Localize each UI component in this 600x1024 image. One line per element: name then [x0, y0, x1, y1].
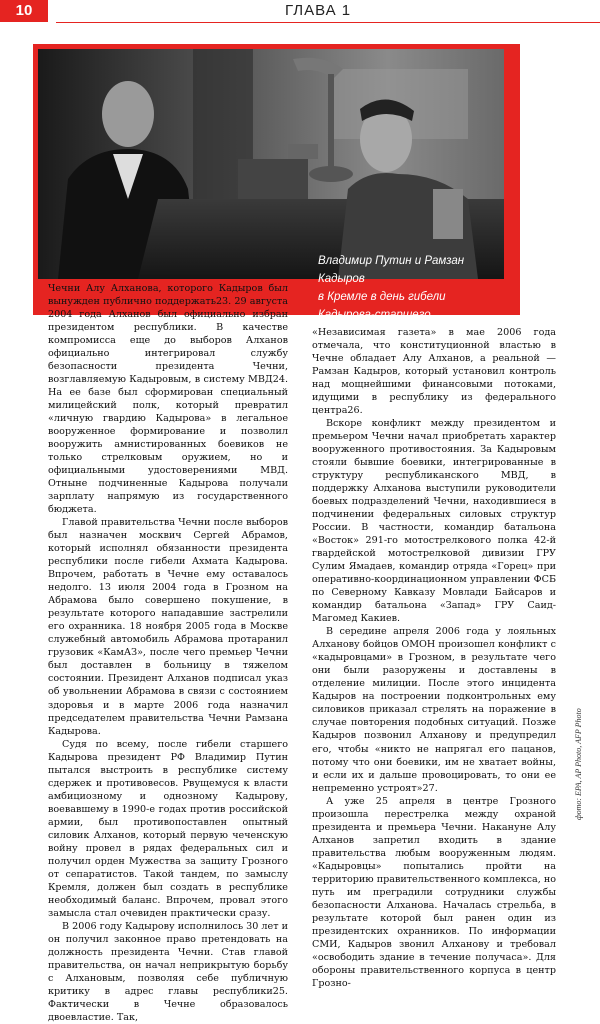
photo-credit: фото: EPA, AP Photo, AFP Photo [574, 708, 583, 820]
paragraph: «Независимая газета» в мае 2006 года отмечала, что конституционной властью в Чечне обладает Алу Алханов, а реальной — Рамзан Кадыров, который установил контроль над мощнейшими финансовыми потоками, идущими в республику из федерального центра26. [312, 327, 556, 417]
caption-line: Владимир Путин и Рамзан Кадыров [318, 255, 465, 285]
paragraph: Чечни Алу Алханова, которого Кадыров был вынужден публично поддержать23. 29 августа 2004 года Алханов был официально избран президентом республики. В качестве компромисса еще до выборов Алханов официально интегрировал службу безопасности президента Чечни, возглавляемую Кадыровым, в систему МВД24. На ее базе был сформирован специальный милицейский полк, который превратил «личную гвардию Кадырова» в легальное вооруженное формирование и позволил вооружить амнистированных боевиков не только стрелковым оружием, но и официальными удостоверениями МВД. Отныне подчиненные Кадырова получали зарплату напрямую из государственного бюджета. [48, 283, 288, 516]
header-rule [56, 22, 600, 23]
page-number: 10 [0, 0, 48, 22]
paragraph: Судя по всему, после гибели старшего Кадырова президент РФ Владимир Путин пытался выстроить в республике систему сдержек и противовесов. Рвущемуся к власти амбициозному и однозному Кадырову, воевавшему в 1990-е годах против российской армии, был противопоставлен опытный силовик Алханов, который первую чеченскую войну провел в рядах федеральных сил и получил орден Мужества за защиту Грозного от сепаратистов. Такой тандем, по замыслу Кремля, должен был создать в республике необходимый баланс. Впрочем, провал этого замысла стал очевиден практически сразу. [48, 738, 288, 919]
paragraph: Главой правительства Чечни после выборов был назначен москвич Сергей Абрамов, который исполнял обязанности президента республики после гибели Ахмата Кадырова. Впрочем, работать в Чечне ему оставалось недолго. 13 июля 2004 года в Грозном на Абрамова было совершено покушение, в результате которого нападавшие застрелили его охранника. 18 ноября 2005 года в Москве служебный автомобиль Абрамова протаранил грузовик «КамАЗ», после чего премьер Чечни был доставлен в больницу в тяжелом состоянии. Президент Алханов подписал указ об увольнении Абрамова в связи с состоянием здоровья и в марте 2006 года назначил председателем правительства Чечни Рамзана Кадырова. [48, 517, 288, 737]
paragraph: В середине апреля 2006 года у лояльных Алханову бойцов ОМОН произошел конфликт с «кадыровцами» в Грозном, в результате чего они были разоружены и доставлены в отделение милиции. После этого инцидента Кадыров на построении подконтрольных ему силовиков приказал стрелять на поражение в случае повторения подобных ситуаций. Позже Кадыров позвонил Алханову и предупредил его, чтобы «никто не напрягал его пацанов, потому что они боевики, им не хватает войны, и если их и дальше провоцировать, то они ее непременно устроят»27. [312, 626, 556, 794]
paragraph: Вскоре конфликт между президентом и премьером Чечни начал приобретать характер вооруженного противостояния. За Кадыровым стояли бывшие боевики, интегрированные в структуру республиканского МВД, в поддержку Алханова выступили руководители боевых подразделений Чечни, находившиеся в подчинении федеральных силовых структур России. В частности, командир батальона «Восток» 291-го мотострелкового полка 42-й гвардейской мотострелковой дивизии ГРУ Сулим Ямадаев, командир отряда «Горец» при оперативно-координационном управлении ФСБ по Северному Кавказу Мовлади Байсаров и командир батальона «Запад» ГРУ Саид-Магомед Какиев. [312, 418, 556, 625]
kremlin-meeting-photo [38, 49, 504, 279]
chapter-title: ГЛАВА 1 [285, 2, 352, 19]
caption-line: Кадырова-старшего [318, 309, 431, 321]
paragraph: А уже 25 апреля в центре Грозного произошла перестрелка между охраной президента и премьера Чечни. Накануне Алу Алханов запретил входить в здание правительства любым вооруженным людям. «Кадыровцы» попытались пройти на территорию правительственного комплекса, но путь им преградили сотрудники службы безопасности Алханова. Началась стрельба, в результате которой был ранен один из президентских охранников. По информации СМИ, Кадыров звонил Алханову и требовал «освободить здание в течение получаса». Для обороны правительственного корпуса в центр Грозно- [312, 795, 556, 989]
caption-line: в Кремле в день гибели [318, 291, 446, 303]
paragraph: В 2006 году Кадырову исполнилось 30 лет и он получил законное право претендовать на должность президента Чечни. Став главой правительства, он начал неприкрытую борьбу с Алхановым, позволяя себе публичную критику в адрес главы республики25. Фактически в Чечне образовалось двоевластие. Так, [48, 920, 288, 1023]
text-column-right [312, 326, 556, 990]
text-column-left [48, 282, 288, 1024]
photo-caption [318, 252, 498, 324]
